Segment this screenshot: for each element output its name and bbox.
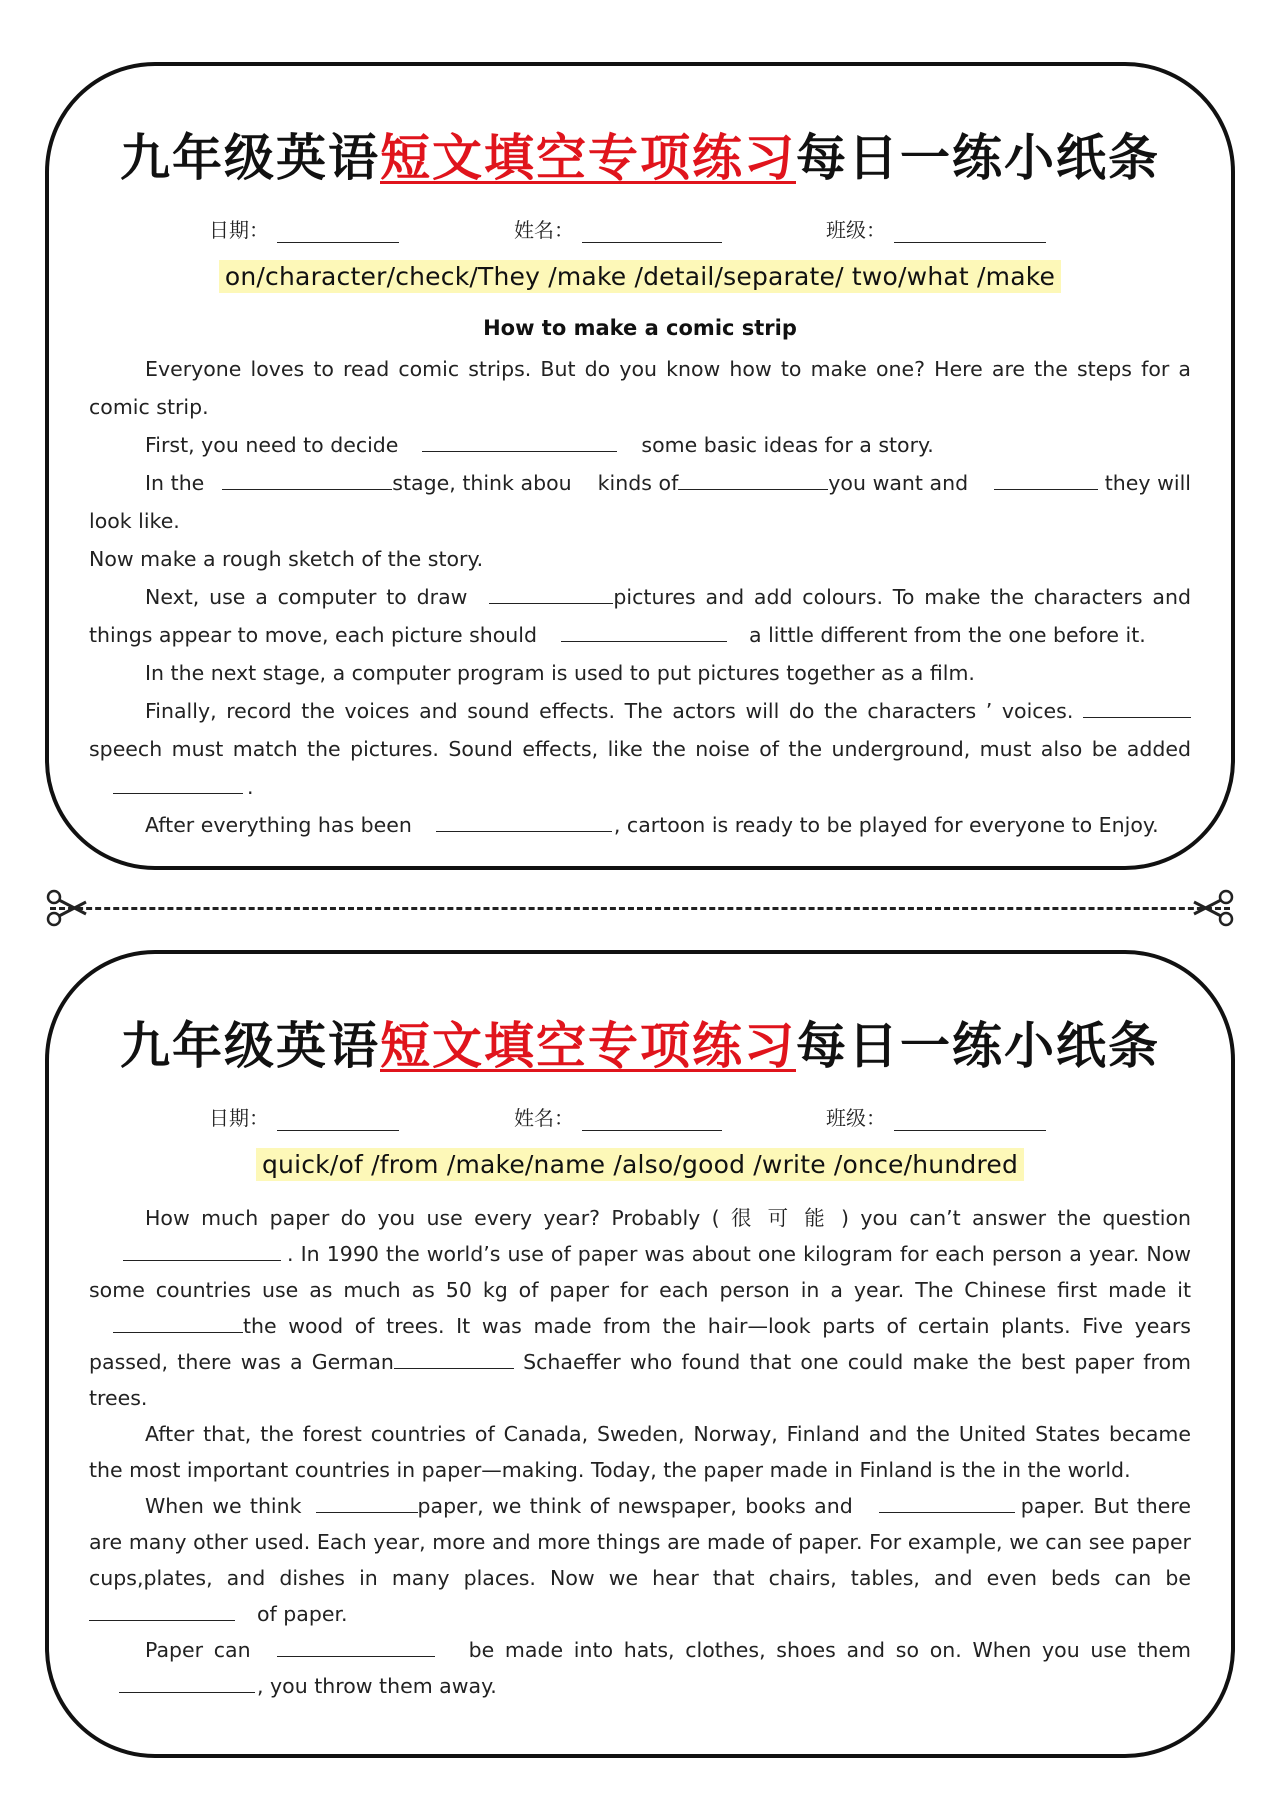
answer-blank[interactable] [316,1490,418,1513]
date-blank[interactable] [277,220,399,243]
paragraph-text: they will look like. [89,471,1191,533]
paragraph-text: When we think [145,1494,302,1518]
date-field [209,214,399,243]
paragraph-text: pictures and add colours. To make the characters and things appear to move, each picture should [89,585,1191,647]
paragraph-text: stage, think abou [392,471,572,495]
word-bank [49,262,1231,291]
title-red-part: 短文填空专项练习 [380,128,796,187]
name-blank[interactable] [582,220,722,243]
answer-blank[interactable] [123,1238,281,1261]
paragraph-text: be made into hats, clothes, shoes and so on. When you use them [468,1638,1191,1662]
date-field [209,1102,399,1131]
paragraph [89,806,1191,844]
paragraph [89,464,1191,540]
word-bank-text: quick/of /from /make/name /also/good /write /once/hundred [256,1148,1024,1181]
class-blank[interactable] [894,220,1046,243]
class-label: 班级： [826,218,886,242]
student-info-row [49,214,1231,244]
title-red-part: 短文填空专项练习 [380,1016,796,1075]
class-field [826,1102,1046,1131]
paragraph-text: some basic ideas for a story. [641,433,934,457]
paragraph-text: , cartoon is ready to be played for everyone to Enjoy. [613,813,1159,837]
paragraph-text: of paper. [257,1602,348,1626]
name-field [514,214,722,243]
class-blank[interactable] [894,1108,1046,1131]
paragraph-text: Finally, record the voices and sound effects. The actors will do the characters ’ voices. [145,699,1074,723]
paragraph [89,350,1191,426]
worksheet-title [49,1006,1231,1078]
answer-blank[interactable] [561,619,727,642]
paragraph-text: . In 1990 the world’s use of paper was about one kilogram for each person a year. Now some countries use as much as 50 kg of paper for each person in a year. The Chinese first made it [89,1242,1191,1302]
answer-blank[interactable] [1083,695,1191,718]
paragraph-text: Next, use a computer to draw [145,585,468,609]
cut-line [50,907,1230,910]
paragraph [89,1200,1191,1416]
name-label: 姓名： [514,218,574,242]
paragraph-text: How much paper do you use every year? Probably ( 很 可 能 ) you can’t answer the question [145,1206,1191,1230]
answer-blank[interactable] [222,467,392,490]
paragraph-text: kinds of [597,471,679,495]
paragraph-text: Paper can [145,1638,251,1662]
answer-blank[interactable] [113,771,243,794]
word-bank [49,1150,1231,1179]
paragraph-text: you want and [828,471,969,495]
paragraph-text: After that, the forest countries of Canada, Sweden, Norway, Finland and the United States became the most important countries in paper—making. Today, the paper made in Finland is the in the world. [89,1422,1191,1482]
paragraph-text: speech must match the pictures. Sound effects, like the noise of the underground, must also be added [89,737,1191,761]
answer-blank[interactable] [113,1310,243,1333]
answer-blank[interactable] [119,1670,255,1693]
answer-blank[interactable] [277,1634,435,1657]
paragraph [89,1632,1191,1704]
story-title: How to make a comic strip [483,316,797,340]
passage-2 [89,1200,1191,1704]
answer-blank[interactable] [394,1346,514,1369]
paragraph-text: . [247,775,254,799]
paragraph [89,1488,1191,1632]
paragraph-text: , you throw them away. [257,1674,497,1698]
paragraph [89,1416,1191,1488]
paragraph-text: a little different from the one before it. [749,623,1146,647]
title-black-part-2: 每日一练小纸条 [796,128,1160,187]
word-bank-text: on/character/check/They /make /detail/separate/ two/what /make [219,260,1061,293]
answer-blank[interactable] [436,809,612,832]
paragraph-text: In the [145,471,205,495]
paragraph-text: After everything has been [145,813,412,837]
student-info-row [49,1102,1231,1132]
date-label: 日期： [209,1106,269,1130]
paragraph [89,426,1191,464]
answer-blank[interactable] [994,467,1098,490]
paragraph-text: Now make a rough sketch of the story. [89,547,484,571]
title-black-part: 九年级英语 [120,1016,380,1075]
class-label: 班级： [826,1106,886,1130]
paragraph [89,692,1191,806]
date-blank[interactable] [277,1108,399,1131]
paragraph-text: Schaeffer who found that one could make the best paper from trees. [89,1350,1191,1410]
title-black-part: 九年级英语 [120,128,380,187]
paragraph-text: Everyone loves to read comic strips. But do you know how to make one? Here are the steps for a comic strip. [89,357,1191,419]
name-label: 姓名： [514,1106,574,1130]
paragraph [89,540,1191,578]
worksheet-card-1 [45,62,1235,870]
answer-blank[interactable] [489,581,613,604]
passage-1 [89,350,1191,844]
paragraph-text: the wood of trees. It was made from the hair—look parts of certain plants. Five years passed, there was a German [89,1314,1191,1374]
worksheet-card-2 [45,950,1235,1758]
paragraph [89,578,1191,654]
scissors-icon [1192,888,1236,928]
class-field [826,214,1046,243]
worksheet-title [49,118,1231,190]
paragraph [89,654,1191,692]
paragraph-text: paper. But there are many other used. Each year, more and more things are made of paper. For example, we can see paper cups,plates, and dishes in many places. Now we hear that chairs, tables, and even beds can be [89,1494,1191,1590]
paragraph-text: First, you need to decide [145,433,399,457]
answer-blank[interactable] [678,467,828,490]
title-black-part-2: 每日一练小纸条 [796,1016,1160,1075]
answer-blank[interactable] [89,1598,235,1621]
paragraph-text: paper, we think of newspaper, books and [417,1494,853,1518]
name-blank[interactable] [582,1108,722,1131]
answer-blank[interactable] [879,1490,1015,1513]
paragraph-text: In the next stage, a computer program is used to put pictures together as a film. [145,661,975,685]
date-label: 日期： [209,218,269,242]
name-field [514,1102,722,1131]
answer-blank[interactable] [422,429,617,452]
